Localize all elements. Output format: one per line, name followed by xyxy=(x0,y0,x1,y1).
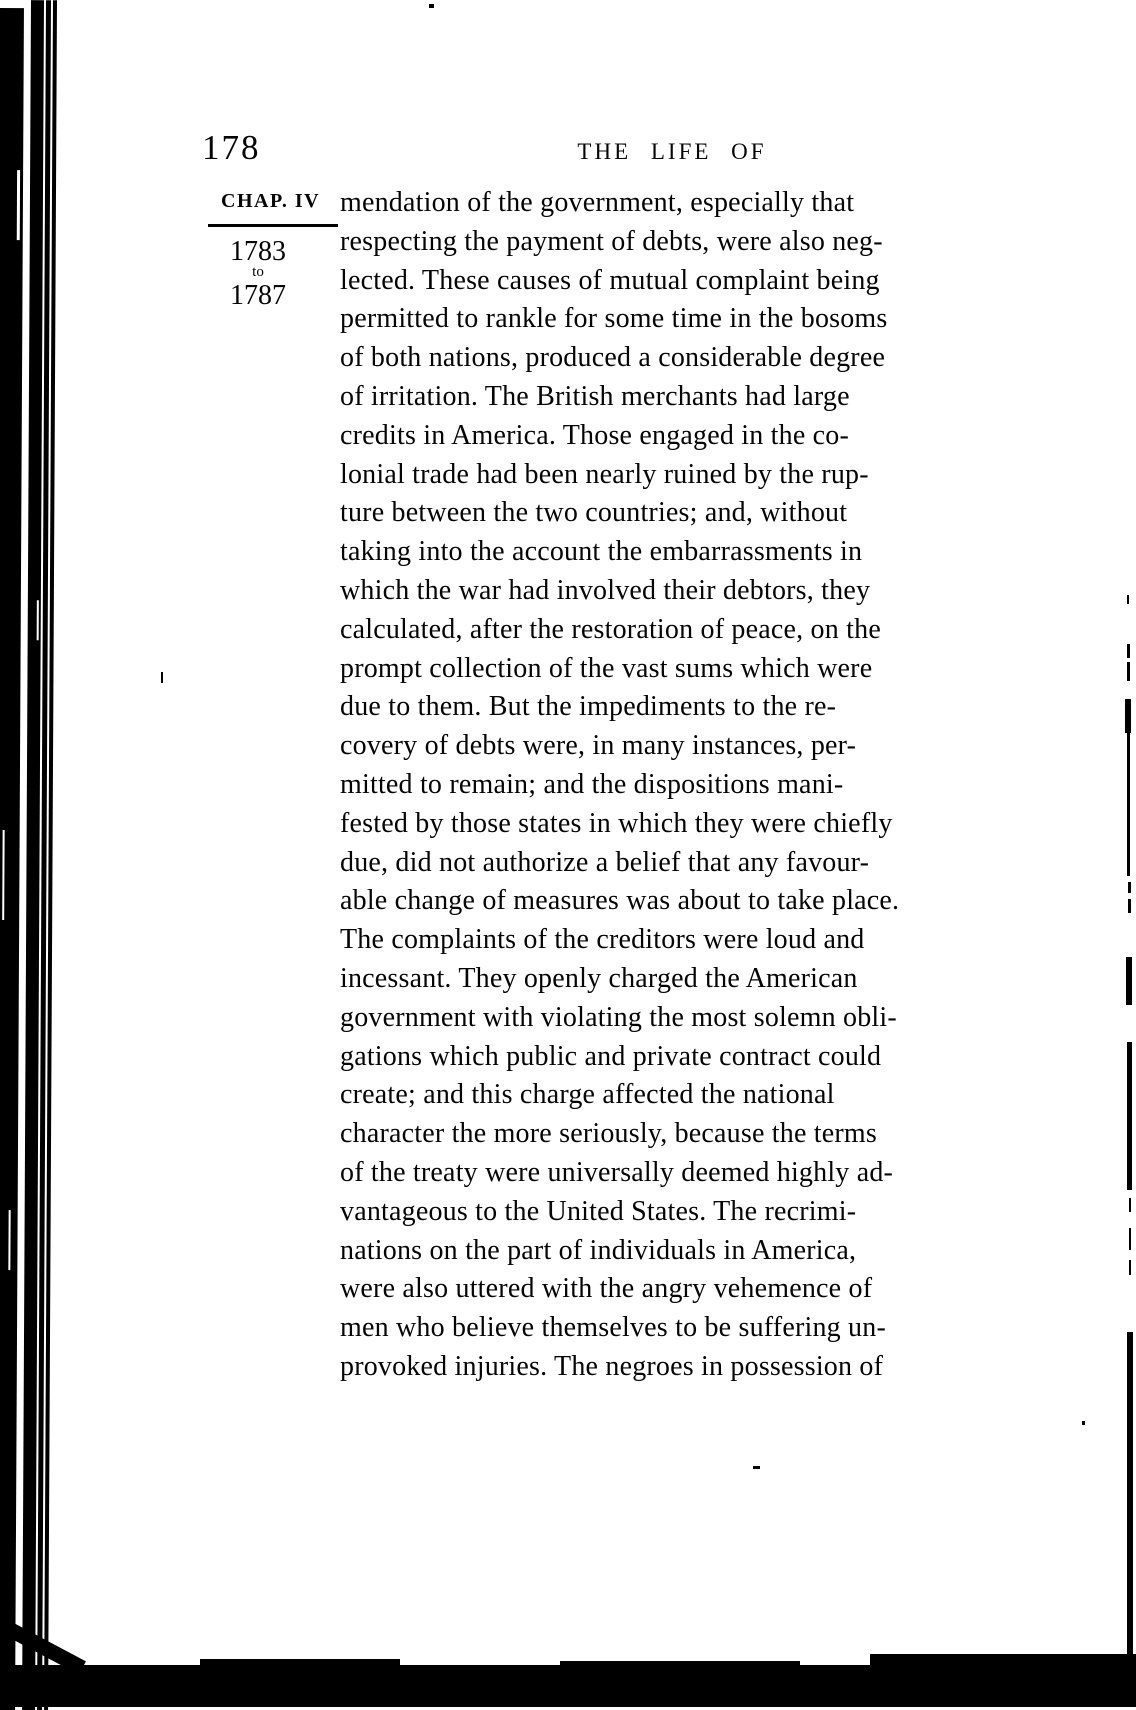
text-line: due to them. But the impediments to the re- xyxy=(340,691,837,723)
scan-band-bump xyxy=(560,1661,800,1668)
text-line: calculated, after the restoration of peace, on the xyxy=(340,613,881,645)
text-line: government with violating the most solemn obli- xyxy=(340,1001,897,1033)
text-line: ture between the two countries; and, without xyxy=(340,497,848,529)
text-line: gations which public and private contract could xyxy=(340,1040,882,1072)
text-line: incessant. They openly charged the American xyxy=(340,962,858,994)
scan-right-line xyxy=(1129,1198,1131,1212)
text-line: credits in America. Those engaged in the co- xyxy=(340,419,849,451)
text-line: vantageous to the United States. The recrimi- xyxy=(340,1195,857,1227)
scan-right-line xyxy=(1128,882,1131,893)
chapter-rule xyxy=(208,224,338,227)
scan-white-streak xyxy=(8,1210,10,1270)
text-line: men who believe themselves to be suffering un- xyxy=(340,1312,886,1344)
text-line: taking into the account the embarrassments in xyxy=(340,536,863,568)
scan-white-streak xyxy=(17,170,20,240)
text-line: were also uttered with the angry vehemence of xyxy=(340,1273,873,1305)
scan-right-line xyxy=(1129,1260,1131,1275)
scan-band-bump xyxy=(870,1654,1136,1667)
scan-speck xyxy=(429,4,434,8)
scan-right-line xyxy=(1125,699,1131,733)
text-line: provoked injuries. The negroes in possession of xyxy=(340,1350,884,1382)
text-line: nations on the part of individuals in America, xyxy=(340,1234,857,1266)
scan-speck xyxy=(753,1466,760,1469)
text-line: fested by those states in which they were chiefly xyxy=(340,807,893,839)
text-line: create; and this charge affected the national xyxy=(340,1079,835,1111)
text-line: of both nations, produced a considerable degree xyxy=(340,342,886,374)
text-line: prompt collection of the vast sums which were xyxy=(340,652,873,684)
scan-right-line xyxy=(1126,957,1132,1005)
text-line: of the treaty were universally deemed highly ad- xyxy=(340,1156,894,1188)
text-line: mendation of the government, especially that xyxy=(340,187,855,218)
text-line: which the war had involved their debtors, they xyxy=(340,574,871,606)
running-header: THE LIFE OF xyxy=(577,139,767,164)
body-text xyxy=(340,184,982,1387)
scan-right-line xyxy=(1127,662,1130,681)
text-line: lonial trade had been nearly ruined by the rup- xyxy=(340,458,869,490)
page-number: 178 xyxy=(202,128,261,167)
margin-date-start: 1783 xyxy=(230,236,286,267)
scan-right-line xyxy=(1127,1332,1133,1667)
scan-right-line xyxy=(1129,1228,1131,1250)
scan-right-line xyxy=(1127,733,1130,876)
text-line: character the more seriously, because the terms xyxy=(340,1118,878,1150)
scan-right-line xyxy=(1127,595,1129,604)
scan-speck xyxy=(1082,1421,1085,1425)
scan-right-line xyxy=(1127,1042,1132,1190)
chapter-label: CHAP. IV xyxy=(221,190,321,212)
margin-date-connector: to xyxy=(252,264,264,280)
text-line: The complaints of the creditors were loud and xyxy=(340,924,865,956)
scan-gutter-artifact xyxy=(0,0,64,1710)
scan-white-streak xyxy=(37,600,39,640)
text-line: permitted to rankle for some time in the bosoms xyxy=(340,303,888,335)
text-line: respecting the payment of debts, were also neg- xyxy=(340,225,883,257)
scan-bottom-band xyxy=(0,1665,1136,1707)
text-line: due, did not authorize a belief that any favour- xyxy=(340,846,870,878)
margin-date-end: 1787 xyxy=(230,280,286,311)
scan-band-bump xyxy=(200,1659,400,1667)
text-line: lected. These causes of mutual complaint being xyxy=(340,264,880,296)
text-line: covery of debts were, in many instances, per- xyxy=(340,730,857,762)
text-line: of irritation. The British merchants had large xyxy=(340,380,850,412)
scan-speck xyxy=(161,672,163,683)
text-line: able change of measures was about to take place. xyxy=(340,885,900,917)
scan-right-line xyxy=(1128,899,1131,913)
text-line: mitted to remain; and the dispositions mani- xyxy=(340,768,844,800)
scan-right-line xyxy=(1127,644,1130,658)
